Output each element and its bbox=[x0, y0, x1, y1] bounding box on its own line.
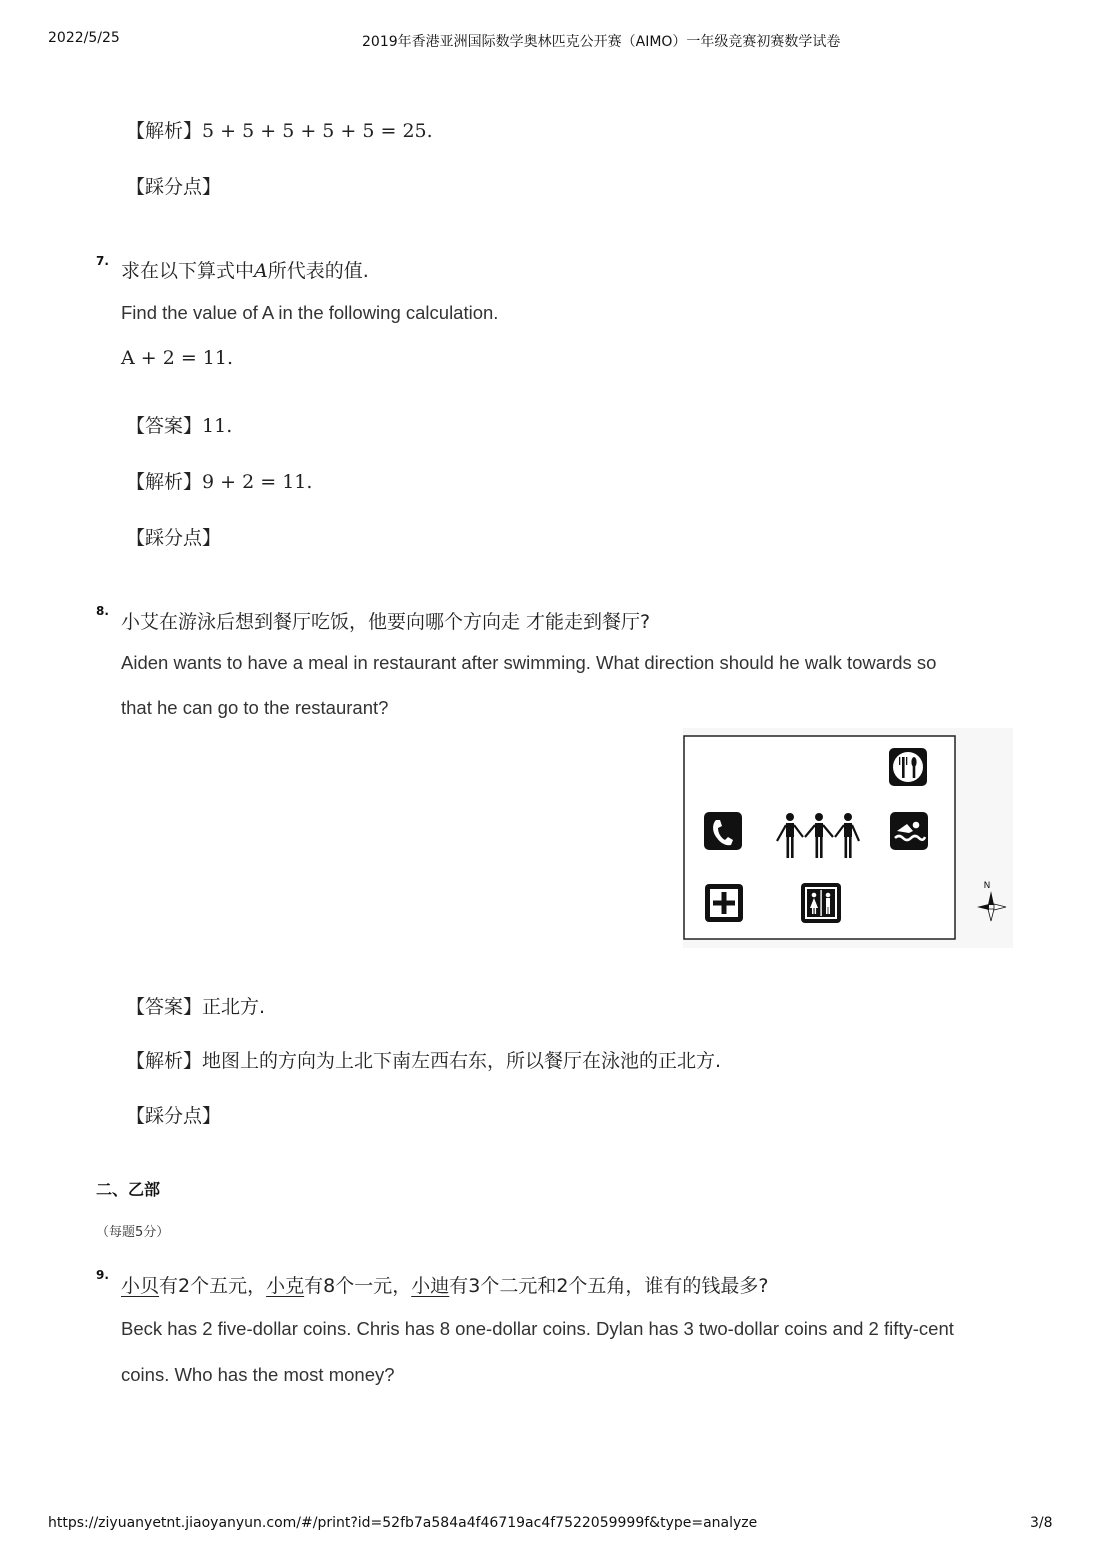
header-date: 2022/5/25 bbox=[48, 30, 120, 46]
header-title: 2019年香港亚洲国际数学奥林匹克公开赛（AIMO）一年级竞赛初赛数学试卷 bbox=[362, 34, 841, 50]
q8-answer bbox=[126, 992, 265, 1019]
first-aid-icon bbox=[705, 884, 743, 922]
q8-analysis bbox=[126, 1046, 721, 1073]
q7-analysis-math: 9 + 2 = 11. bbox=[202, 471, 313, 493]
q7-analysis bbox=[126, 467, 312, 494]
q8-answer-value: 正北方. bbox=[202, 996, 266, 1018]
q6-analysis bbox=[126, 116, 433, 143]
answer-label: 【答案】 bbox=[126, 996, 203, 1018]
footer-url[interactable]: https://ziyuanyetnt.jiaoyanyun.com/#/print?id=52fb7a584a4f46719ac4f7522059999f&type=analyze bbox=[48, 1515, 758, 1531]
question-number-7: 7. bbox=[96, 254, 109, 268]
q9-question-en-line1: Beck has 2 five-dollar coins. Chris has 8 one-dollar coins. Dylan has 3 two-dollar coins and 2 fifty-cent bbox=[121, 1318, 954, 1339]
analysis-label: 【解析】 bbox=[126, 120, 203, 142]
q8-question-cn: 小艾在游泳后想到餐厅吃饭，他要向哪个方向走 才能走到餐厅? bbox=[121, 611, 651, 633]
q9-name-chris: 小克 bbox=[266, 1275, 305, 1297]
q7-question-cn: 求在以下算式中A所代表的值. bbox=[121, 260, 369, 282]
answer-label: 【答案】 bbox=[126, 415, 203, 437]
footer-page-number: 3/8 bbox=[1030, 1515, 1053, 1531]
question-number-8: 8. bbox=[96, 604, 109, 618]
q9-name-dylan: 小迪 bbox=[411, 1275, 450, 1297]
analysis-label: 【解析】 bbox=[126, 471, 203, 493]
q9-name-beck: 小贝 bbox=[121, 1275, 160, 1297]
q8-scoring: 【踩分点】 bbox=[126, 1105, 222, 1127]
q6-analysis-math: 5 + 5 + 5 + 5 + 5 = 25. bbox=[202, 120, 433, 142]
swimming-icon bbox=[890, 812, 928, 850]
q8-analysis-text: 地图上的方向为上北下南左西右东，所以餐厅在泳池的正北方. bbox=[202, 1050, 722, 1072]
section-note: （每题5分） bbox=[96, 1225, 170, 1240]
question-number-9: 9. bbox=[96, 1268, 109, 1282]
q7-question-en: Find the value of A in the following calculation. bbox=[121, 302, 499, 323]
q8-question-en-line2: that he can go to the restaurant? bbox=[121, 697, 389, 718]
q8-question-en-line1: Aiden wants to have a meal in restaurant after swimming. What direction should he walk towards so bbox=[121, 652, 937, 673]
restroom-icon bbox=[801, 883, 841, 923]
q9-question-en-line2: coins. Who has the most money? bbox=[121, 1364, 395, 1385]
section-title: 二、乙部 bbox=[96, 1180, 161, 1199]
q7-equation: A + 2 = 11. bbox=[121, 347, 234, 369]
restaurant-icon bbox=[889, 748, 927, 786]
q8-map-figure bbox=[683, 728, 1013, 948]
q7-answer-value: 11. bbox=[202, 415, 233, 437]
phone-icon bbox=[704, 812, 742, 850]
q6-scoring: 【踩分点】 bbox=[126, 176, 222, 198]
q7-answer bbox=[126, 411, 232, 438]
analysis-label: 【解析】 bbox=[126, 1050, 203, 1072]
q9-question-cn: 小贝有2个五元，小克有8个一元，小迪有3个二元和2个五角，谁有的钱最多? bbox=[121, 1275, 769, 1297]
q7-scoring: 【踩分点】 bbox=[126, 527, 222, 549]
q7-variable: A bbox=[254, 260, 268, 282]
q8-map-svg bbox=[683, 728, 1013, 948]
compass-north-label: N bbox=[983, 881, 991, 891]
